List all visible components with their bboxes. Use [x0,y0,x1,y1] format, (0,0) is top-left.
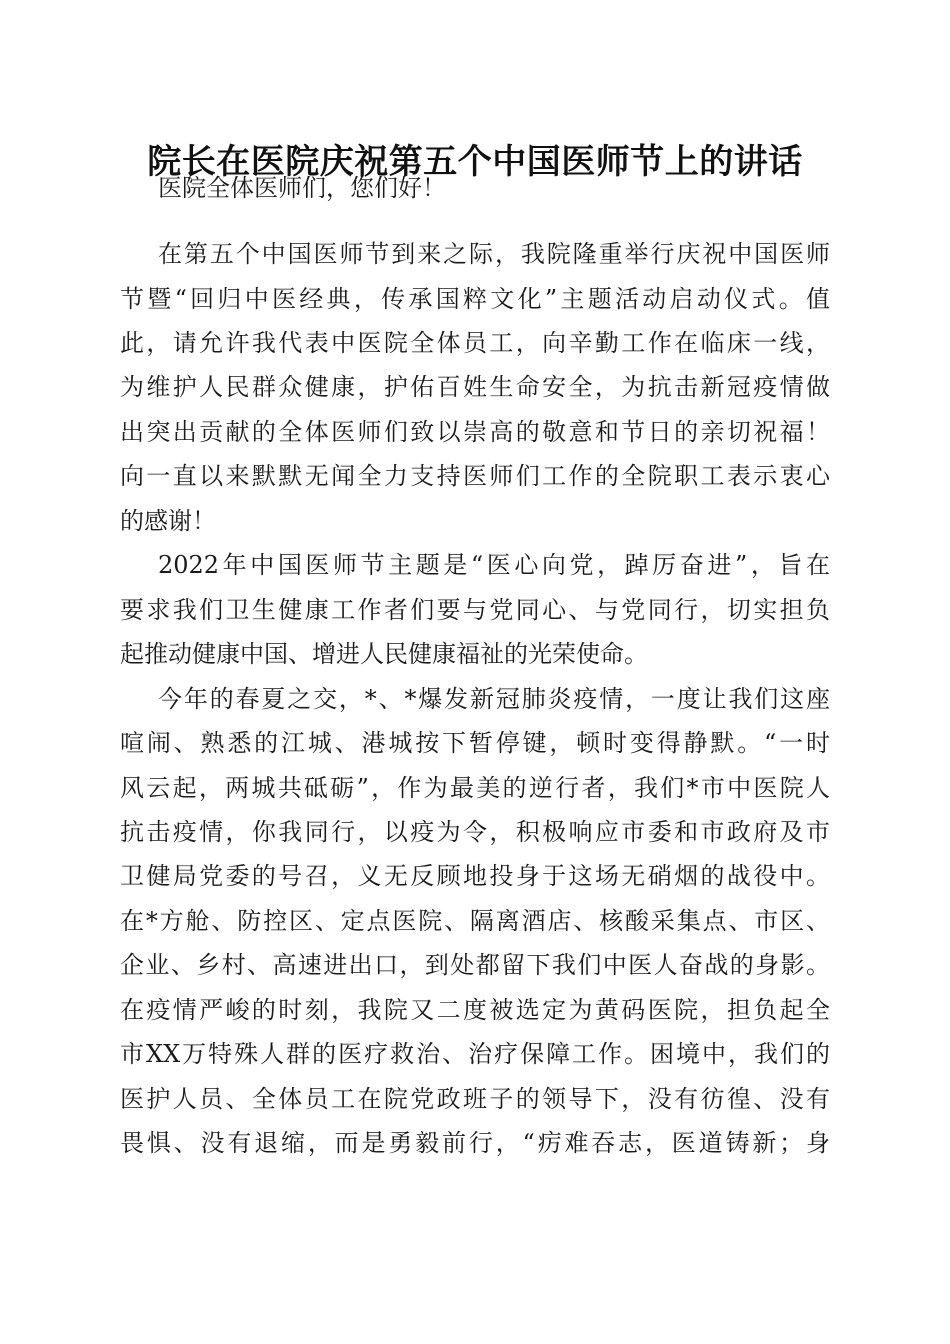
paragraph-line: 节暨“回归中医经典，传承国粹文化”主题活动启动仪式。值 [120,285,830,313]
paragraph-line: 医护人员、全体员工在院党政班子的领导下，没有彷徨、没有 [120,1085,830,1113]
paragraph-line: 喧闹、熟悉的江城、港城按下暂停键，顿时变得静默。“一时 [120,729,830,757]
greeting-line: 医院全体医师们，您们好！ [158,174,446,202]
paragraph-line: 的感谢！ [120,507,216,535]
paragraph-line: 出突出贡献的全体医师们致以崇高的敬意和节日的亲切祝福！ [120,418,830,446]
paragraph-line: 在疫情严峻的时刻，我院又二度被选定为黄码医院，担负起全 [120,996,830,1024]
paragraph-line: 在第五个中国医师节到来之际，我院隆重举行庆祝中国医师 [158,240,830,268]
paragraph-line: 风云起，两城共砥砺”，作为最美的逆行者，我们*市中医院人 [120,774,830,802]
paragraph-line: 要求我们卫生健康工作者们要与党同心、与党同行，切实担负 [120,596,830,624]
paragraph-line: 今年的春夏之交，*、*爆发新冠肺炎疫情，一度让我们这座 [158,685,830,713]
paragraph-line: 市XX万特殊人群的医疗救治、治疗保障工作。困境中，我们的 [120,1040,830,1068]
paragraph-line: 为维护人民群众健康，护佑百姓生命安全，为抗击新冠疫情做 [120,373,830,401]
paragraph-line: 企业、乡村、高速进出口，到处都留下我们中医人奋战的身影。 [120,951,830,979]
paragraph-line: 此，请允许我代表中医院全体员工，向辛勤工作在临床一线， [120,329,830,357]
document-title: 院长在医院庆祝第五个中国医师节上的讲话 [147,142,803,182]
paragraph-line: 卫健局党委的号召，义无反顾地投身于这场无硝烟的战役中。 [120,862,830,890]
paragraph-line: 起推动健康中国、增进人民健康福祉的光荣使命。 [120,640,648,668]
paragraph-line: 2022年中国医师节主题是“医心向党，踔厉奋进”，旨在 [158,551,830,579]
paragraph-line: 在*方舱、防控区、定点医院、隔离酒店、核酸采集点、市区、 [120,907,830,935]
paragraph-line: 畏惧、没有退缩，而是勇毅前行，“疠难吞志，医道铸新；身 [120,1129,830,1157]
paragraph-line: 抗击疫情，你我同行，以疫为令，积极响应市委和市政府及市 [120,818,830,846]
paragraph-line: 向一直以来默默无闻全力支持医师们工作的全院职工表示衷心 [120,462,830,490]
